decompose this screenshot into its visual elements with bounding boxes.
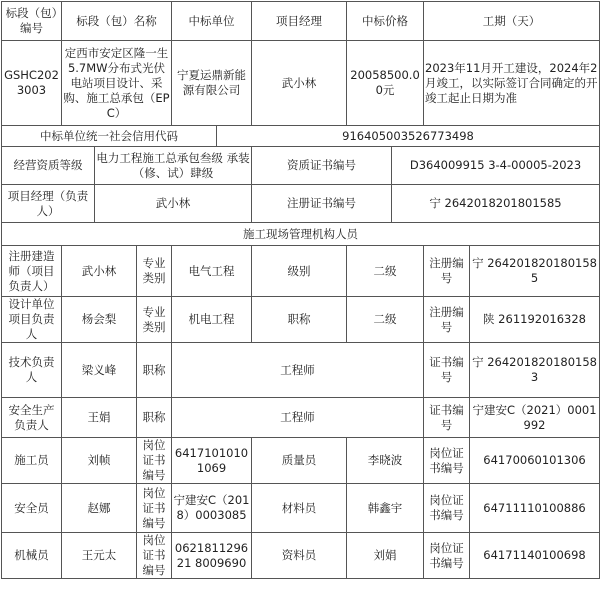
bid-manager: 武小林 [252,41,347,126]
staff-key: 材料员 [252,484,347,533]
pm-reg-value: 宁 2642018201801585 [392,185,600,223]
bid-name: 定西市安定区隆一生5.7MW分布式光伏电站项目设计、采购、施工总承包（EPC） [62,41,172,126]
pm-name: 武小林 [95,185,252,223]
staff-row [2,246,600,297]
staff-name: 王娟 [62,398,137,438]
staff-value: 工程师 [172,398,424,438]
staff-value: 陕 261192016328 [470,297,600,343]
staff-key: 注册编号 [424,246,470,297]
staff-role: 注册建造师（项目负责人） [2,246,62,297]
staff-value: 062181129621 8009690 [172,533,252,579]
staff-key: 证书编号 [424,398,470,438]
qualification-label: 经营资质等级 [2,147,95,185]
staff-key: 证书编号 [424,343,470,398]
staff-value: 64170060101306 [470,438,600,484]
staff-name: 杨会梨 [62,297,137,343]
staff-name: 武小林 [62,246,137,297]
staff-key: 职称 [137,398,172,438]
staff-value: 64711110100886 [470,484,600,533]
staff-row [2,438,600,484]
staff-row [2,297,600,343]
credit-label: 中标单位统一社会信用代码 [2,126,217,147]
staff-key: 质量员 [252,438,347,484]
pm-row [2,185,600,223]
staff-role: 技术负责人 [2,343,62,398]
qualification-cert-value: D364009915 3-4-00005-2023 [392,147,600,185]
header-cell: 工期（天） [424,2,600,41]
bid-code: GSHC2023003 [2,41,62,126]
header-cell: 项目经理 [252,2,347,41]
header-cell: 标段（包）编号 [2,2,62,41]
bid-period: 2023年11月开工建设，2024年2月竣工，以实际签订合同确定的开竣工起止日期为准 [424,41,600,126]
credit-row [2,126,600,147]
staff-value: 机电工程 [172,297,252,343]
staff-value: 64171010101069 [172,438,252,484]
bid-row [2,41,600,126]
staff-role: 安全员 [2,484,62,533]
pm-label: 项目经理（负责人） [2,185,95,223]
bid-price: 20058500.00元 [347,41,424,126]
staff-value: 李晓波 [347,438,424,484]
staff-key: 岗位证书编号 [424,438,470,484]
staff-key: 注册编号 [424,297,470,343]
staff-name: 刘帧 [62,438,137,484]
section-title: 施工现场管理机构人员 [2,223,600,246]
staff-name: 梁义峰 [62,343,137,398]
staff-value: 二级 [347,297,424,343]
staff-key: 职称 [252,297,347,343]
staff-value: 64171140100698 [470,533,600,579]
staff-key: 岗位证书编号 [137,438,172,484]
section-title-row [2,223,600,246]
staff-key: 级别 [252,246,347,297]
pm-reg-label: 注册证书编号 [252,185,392,223]
staff-role: 安全生产负责人 [2,398,62,438]
qualification-value: 电力工程施工总承包叁级 承装（修、试）肆级 [95,147,252,185]
staff-value: 刘娟 [347,533,424,579]
staff-role: 设计单位项目负责人 [2,297,62,343]
header-row [2,2,600,41]
header-cell: 中标单位 [172,2,252,41]
staff-value: 宁 2642018201801585 [470,246,600,297]
staff-value: 韩鑫宇 [347,484,424,533]
staff-value: 工程师 [172,343,424,398]
header-cell: 中标价格 [347,2,424,41]
staff-value: 宁 2642018201801583 [470,343,600,398]
bid-company: 宁夏运鼎新能源有限公司 [172,41,252,126]
staff-key: 专业类别 [137,246,172,297]
staff-row [2,343,600,398]
staff-value: 宁建安C（2021）0001992 [470,398,600,438]
staff-name: 王元太 [62,533,137,579]
bid-result-table [1,1,600,579]
staff-row [2,533,600,579]
staff-name: 赵娜 [62,484,137,533]
staff-role: 施工员 [2,438,62,484]
staff-row [2,398,600,438]
staff-key: 专业类别 [137,297,172,343]
staff-role: 机械员 [2,533,62,579]
credit-value: 916405003526773498 [217,126,600,147]
staff-key: 职称 [137,343,172,398]
staff-key: 资料员 [252,533,347,579]
staff-key: 岗位证书编号 [137,533,172,579]
staff-value: 电气工程 [172,246,252,297]
staff-key: 岗位证书编号 [424,484,470,533]
staff-key: 岗位证书编号 [424,533,470,579]
header-cell: 标段（包）名称 [62,2,172,41]
qualification-row [2,147,600,185]
staff-value: 宁建安C（2018）0003085 [172,484,252,533]
staff-row [2,484,600,533]
staff-key: 岗位证书编号 [137,484,172,533]
staff-value: 二级 [347,246,424,297]
qualification-cert-label: 资质证书编号 [252,147,392,185]
